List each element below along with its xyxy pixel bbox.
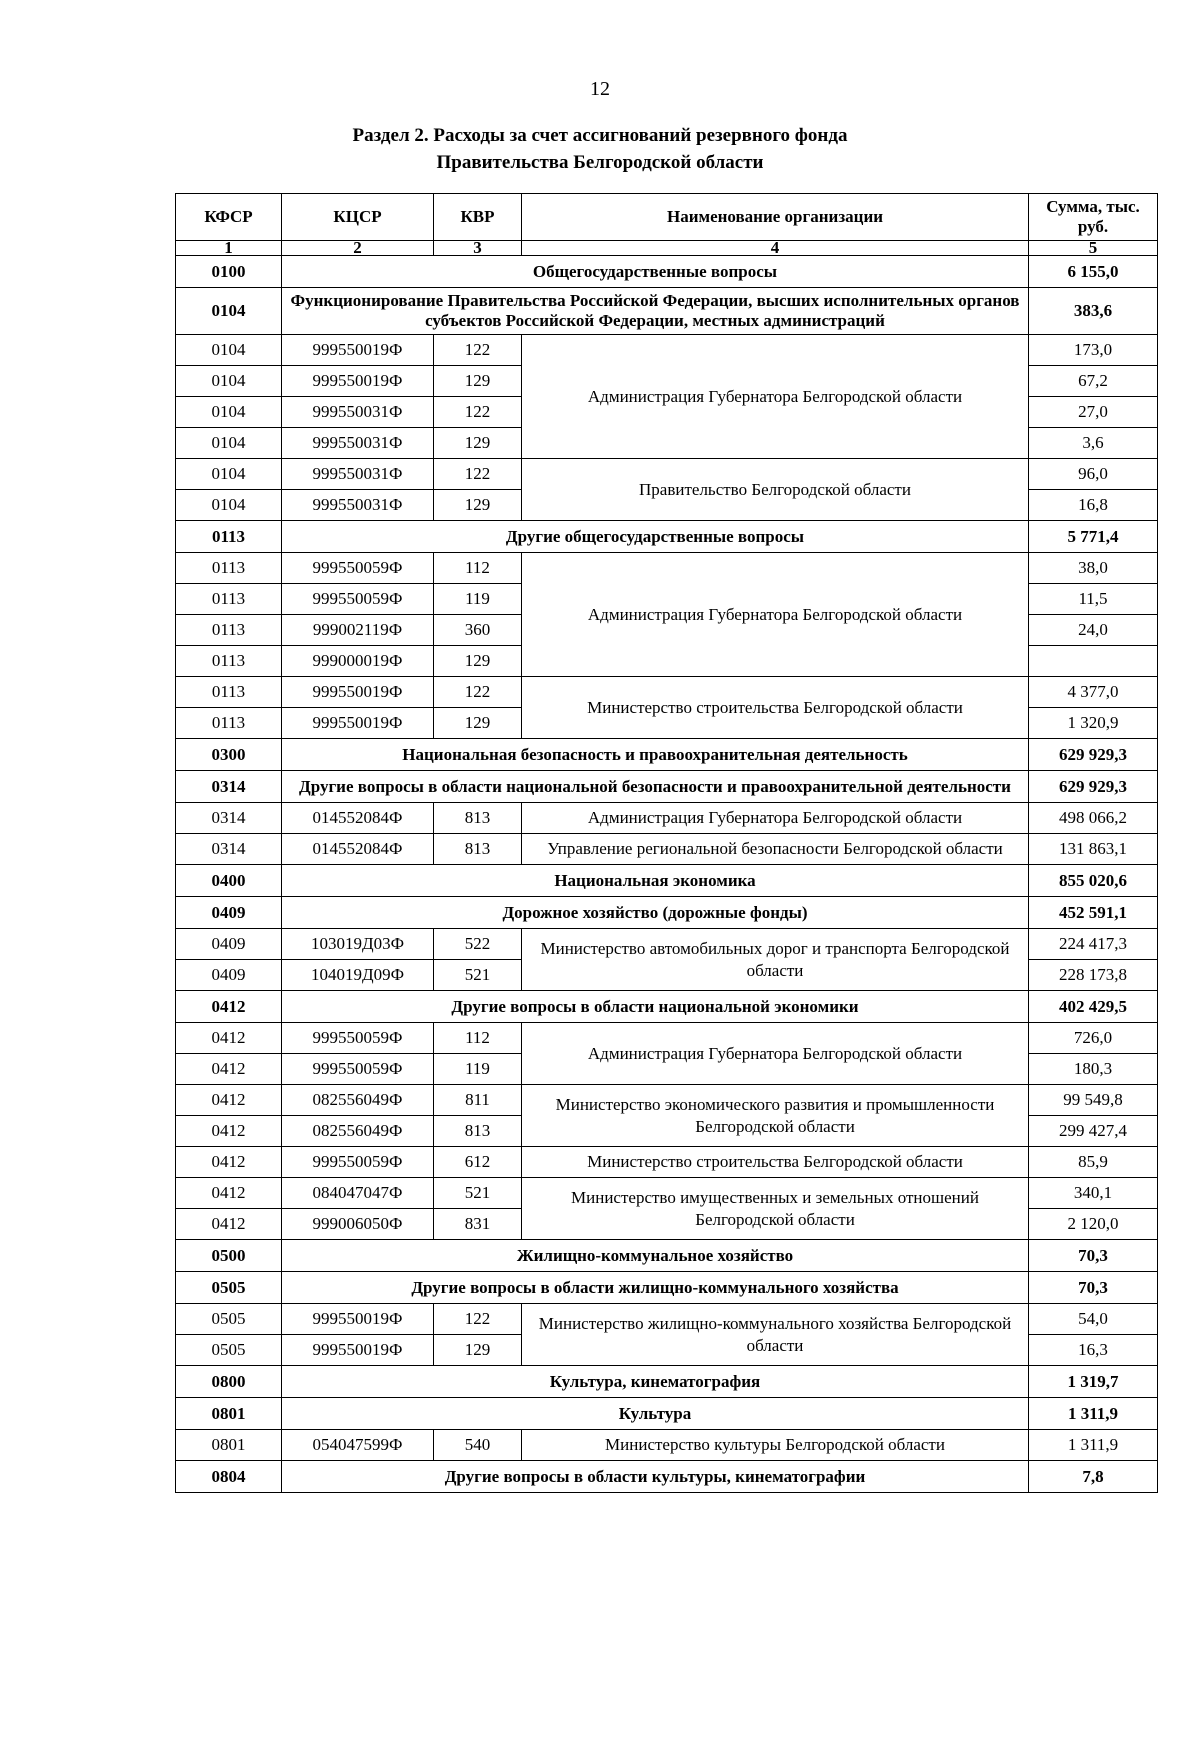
- kcsr-cell: 999000019Ф: [282, 646, 434, 677]
- sum-cell: 4 377,0: [1029, 677, 1158, 708]
- kfsr-cell: 0409: [176, 897, 282, 929]
- sum-cell: 27,0: [1029, 397, 1158, 428]
- kvr-cell: 521: [434, 960, 522, 991]
- kfsr-cell: 0409: [176, 960, 282, 991]
- kfsr-cell: 0113: [176, 521, 282, 553]
- kvr-cell: 360: [434, 615, 522, 646]
- kcsr-cell: 999550031Ф: [282, 397, 434, 428]
- table-row: [176, 1023, 1158, 1054]
- kcsr-cell: 999550031Ф: [282, 428, 434, 459]
- kcsr-cell: 103019Д03Ф: [282, 929, 434, 960]
- kfsr-cell: 0314: [176, 803, 282, 834]
- table-row: [176, 803, 1158, 834]
- sum-cell: 16,3: [1029, 1335, 1158, 1366]
- kcsr-cell: 054047599Ф: [282, 1430, 434, 1461]
- section-name-cell: Функционирование Правительства Российской Федерации, высших исполнительных органов субъектов Российской Федерации, местных администраций: [282, 288, 1029, 335]
- sum-cell: 24,0: [1029, 615, 1158, 646]
- kvr-cell: 522: [434, 929, 522, 960]
- section-name-cell: Другие вопросы в области национальной безопасности и правоохранительной деятельности: [282, 771, 1029, 803]
- org-name-cell: Управление региональной безопасности Белгородской области: [522, 834, 1029, 865]
- sum-cell: 629 929,3: [1029, 771, 1158, 803]
- kcsr-cell: 014552084Ф: [282, 803, 434, 834]
- org-name-cell: Администрация Губернатора Белгородской области: [522, 803, 1029, 834]
- kfsr-cell: 0412: [176, 1085, 282, 1116]
- expenses-table: [175, 193, 1158, 1493]
- kfsr-cell: 0113: [176, 646, 282, 677]
- section-row: [176, 739, 1158, 771]
- table-row: [176, 459, 1158, 490]
- kfsr-cell: 0412: [176, 991, 282, 1023]
- sum-cell: 180,3: [1029, 1054, 1158, 1085]
- section-title-line2: Правительства Белгородской области: [436, 152, 764, 173]
- section-row: [176, 1240, 1158, 1272]
- section-name-cell: Общегосударственные вопросы: [282, 256, 1029, 288]
- org-name-cell: Министерство строительства Белгородской области: [522, 1147, 1029, 1178]
- kfsr-cell: 0100: [176, 256, 282, 288]
- sum-cell: 6 155,0: [1029, 256, 1158, 288]
- section-name-cell: Другие вопросы в области культуры, кинематографии: [282, 1461, 1029, 1493]
- section-row: [176, 1461, 1158, 1493]
- sum-cell: 54,0: [1029, 1304, 1158, 1335]
- sum-cell: 228 173,8: [1029, 960, 1158, 991]
- sum-cell: 67,2: [1029, 366, 1158, 397]
- kcsr-cell: 999550059Ф: [282, 1147, 434, 1178]
- kvr-cell: 813: [434, 803, 522, 834]
- table-row: [176, 929, 1158, 960]
- kcsr-cell: 999550031Ф: [282, 459, 434, 490]
- org-name-cell: Министерство культуры Белгородской области: [522, 1430, 1029, 1461]
- kcsr-cell: 082556049Ф: [282, 1085, 434, 1116]
- table-row: [176, 553, 1158, 584]
- kfsr-cell: 0104: [176, 335, 282, 366]
- section-name-cell: Жилищно-коммунальное хозяйство: [282, 1240, 1029, 1272]
- section-name-cell: Другие вопросы в области национальной экономики: [282, 991, 1029, 1023]
- kvr-cell: 122: [434, 397, 522, 428]
- sum-cell: 5 771,4: [1029, 521, 1158, 553]
- org-name-cell: Министерство имущественных и земельных отношений Белгородской области: [522, 1178, 1029, 1240]
- kfsr-cell: 0801: [176, 1430, 282, 1461]
- sum-cell: 38,0: [1029, 553, 1158, 584]
- sum-cell: 1 320,9: [1029, 708, 1158, 739]
- kcsr-cell: 082556049Ф: [282, 1116, 434, 1147]
- header-row: [176, 194, 1158, 241]
- header-kcsr: КЦСР: [282, 194, 434, 241]
- column-number: 4: [522, 241, 1029, 256]
- sum-cell: 498 066,2: [1029, 803, 1158, 834]
- kvr-cell: 119: [434, 1054, 522, 1085]
- kcsr-cell: 999006050Ф: [282, 1209, 434, 1240]
- section-name-cell: Дорожное хозяйство (дорожные фонды): [282, 897, 1029, 929]
- org-name-cell: Министерство жилищно-коммунального хозяйства Белгородской области: [522, 1304, 1029, 1366]
- section-row: [176, 1366, 1158, 1398]
- kvr-cell: 813: [434, 834, 522, 865]
- org-name-cell: Министерство автомобильных дорог и транспорта Белгородской области: [522, 929, 1029, 991]
- kvr-cell: 122: [434, 335, 522, 366]
- kfsr-cell: 0314: [176, 771, 282, 803]
- header-kfsr: КФСР: [176, 194, 282, 241]
- page-number: 12: [590, 78, 610, 100]
- kfsr-cell: 0800: [176, 1366, 282, 1398]
- section-row: [176, 865, 1158, 897]
- kfsr-cell: 0801: [176, 1398, 282, 1430]
- kfsr-cell: 0104: [176, 366, 282, 397]
- kvr-cell: 521: [434, 1178, 522, 1209]
- sum-cell: 3,6: [1029, 428, 1158, 459]
- section-name-cell: Другие общегосударственные вопросы: [282, 521, 1029, 553]
- sum-cell: 855 020,6: [1029, 865, 1158, 897]
- sum-cell: 1 311,9: [1029, 1430, 1158, 1461]
- kfsr-cell: 0104: [176, 397, 282, 428]
- org-name-cell: Министерство строительства Белгородской области: [522, 677, 1029, 739]
- kfsr-cell: 0412: [176, 1209, 282, 1240]
- section-row: [176, 1272, 1158, 1304]
- kfsr-cell: 0113: [176, 584, 282, 615]
- kfsr-cell: 0505: [176, 1304, 282, 1335]
- kcsr-cell: 999550019Ф: [282, 1335, 434, 1366]
- header-org-name: Наименование организации: [522, 194, 1029, 241]
- table-row: [176, 834, 1158, 865]
- kfsr-cell: 0104: [176, 490, 282, 521]
- kcsr-cell: 999550019Ф: [282, 1304, 434, 1335]
- kvr-cell: 129: [434, 646, 522, 677]
- kcsr-cell: 999002119Ф: [282, 615, 434, 646]
- sum-cell: 1 311,9: [1029, 1398, 1158, 1430]
- kcsr-cell: 014552084Ф: [282, 834, 434, 865]
- section-row: [176, 256, 1158, 288]
- kcsr-cell: 999550019Ф: [282, 335, 434, 366]
- kvr-cell: 122: [434, 1304, 522, 1335]
- section-name-cell: Другие вопросы в области жилищно-коммунального хозяйства: [282, 1272, 1029, 1304]
- kfsr-cell: 0113: [176, 677, 282, 708]
- table-row: [176, 335, 1158, 366]
- table-row: [176, 1147, 1158, 1178]
- column-number: 1: [176, 241, 282, 256]
- column-number: 5: [1029, 241, 1158, 256]
- sum-cell: 16,8: [1029, 490, 1158, 521]
- sum-cell: 85,9: [1029, 1147, 1158, 1178]
- section-row: [176, 991, 1158, 1023]
- table-row: [176, 1085, 1158, 1116]
- org-name-cell: Министерство экономического развития и промышленности Белгородской области: [522, 1085, 1029, 1147]
- kvr-cell: 129: [434, 490, 522, 521]
- kcsr-cell: 104019Д09Ф: [282, 960, 434, 991]
- kfsr-cell: 0412: [176, 1147, 282, 1178]
- section-row: [176, 521, 1158, 553]
- kvr-cell: 129: [434, 708, 522, 739]
- section-row: [176, 771, 1158, 803]
- table-body: [176, 256, 1158, 1493]
- section-row: [176, 1398, 1158, 1430]
- kfsr-cell: 0804: [176, 1461, 282, 1493]
- section-name-cell: Национальная безопасность и правоохранительная деятельность: [282, 739, 1029, 771]
- sum-cell: 99 549,8: [1029, 1085, 1158, 1116]
- kfsr-cell: 0314: [176, 834, 282, 865]
- kfsr-cell: 0412: [176, 1054, 282, 1085]
- kvr-cell: 813: [434, 1116, 522, 1147]
- kvr-cell: 119: [434, 584, 522, 615]
- sum-cell: 70,3: [1029, 1240, 1158, 1272]
- sum-cell: 629 929,3: [1029, 739, 1158, 771]
- org-name-cell: Администрация Губернатора Белгородской области: [522, 553, 1029, 677]
- table-row: [176, 1178, 1158, 1209]
- kfsr-cell: 0104: [176, 288, 282, 335]
- kfsr-cell: 0409: [176, 929, 282, 960]
- kcsr-cell: 999550019Ф: [282, 366, 434, 397]
- org-name-cell: Администрация Губернатора Белгородской области: [522, 1023, 1029, 1085]
- column-number: 3: [434, 241, 522, 256]
- sum-cell: 2 120,0: [1029, 1209, 1158, 1240]
- header-kvr: КВР: [434, 194, 522, 241]
- section-row: [176, 288, 1158, 335]
- section-name-cell: Культура: [282, 1398, 1029, 1430]
- kcsr-cell: 999550019Ф: [282, 677, 434, 708]
- table-row: [176, 1430, 1158, 1461]
- table-row: [176, 677, 1158, 708]
- org-name-cell: Администрация Губернатора Белгородской области: [522, 335, 1029, 459]
- header-sum: Сумма, тыс. руб.: [1029, 194, 1158, 241]
- kfsr-cell: 0505: [176, 1335, 282, 1366]
- kcsr-cell: 999550059Ф: [282, 1054, 434, 1085]
- kfsr-cell: 0104: [176, 428, 282, 459]
- kvr-cell: 112: [434, 1023, 522, 1054]
- kvr-cell: 129: [434, 428, 522, 459]
- sum-cell: 402 429,5: [1029, 991, 1158, 1023]
- kvr-cell: 112: [434, 553, 522, 584]
- org-name-cell: Правительство Белгородской области: [522, 459, 1029, 521]
- sum-cell: 224 417,3: [1029, 929, 1158, 960]
- kcsr-cell: 999550019Ф: [282, 708, 434, 739]
- section-row: [176, 897, 1158, 929]
- sum-cell: 7,8: [1029, 1461, 1158, 1493]
- column-number-row: [176, 241, 1158, 256]
- kfsr-cell: 0505: [176, 1272, 282, 1304]
- kcsr-cell: 999550059Ф: [282, 553, 434, 584]
- column-number: 2: [282, 241, 434, 256]
- kfsr-cell: 0412: [176, 1178, 282, 1209]
- kvr-cell: 811: [434, 1085, 522, 1116]
- kcsr-cell: 084047047Ф: [282, 1178, 434, 1209]
- sum-cell: 173,0: [1029, 335, 1158, 366]
- sum-cell: [1029, 646, 1158, 677]
- sum-cell: 383,6: [1029, 288, 1158, 335]
- kfsr-cell: 0113: [176, 708, 282, 739]
- kvr-cell: 129: [434, 366, 522, 397]
- kvr-cell: 612: [434, 1147, 522, 1178]
- sum-cell: 340,1: [1029, 1178, 1158, 1209]
- section-title-line1: Раздел 2. Расходы за счет ассигнований резервного фонда: [352, 125, 848, 146]
- kfsr-cell: 0113: [176, 615, 282, 646]
- kfsr-cell: 0400: [176, 865, 282, 897]
- kcsr-cell: 999550059Ф: [282, 1023, 434, 1054]
- sum-cell: 11,5: [1029, 584, 1158, 615]
- sum-cell: 131 863,1: [1029, 834, 1158, 865]
- kvr-cell: 540: [434, 1430, 522, 1461]
- table-row: [176, 1304, 1158, 1335]
- section-title: [0, 122, 1200, 176]
- kvr-cell: 831: [434, 1209, 522, 1240]
- kfsr-cell: 0500: [176, 1240, 282, 1272]
- sum-cell: 96,0: [1029, 459, 1158, 490]
- kfsr-cell: 0412: [176, 1023, 282, 1054]
- kvr-cell: 129: [434, 1335, 522, 1366]
- kfsr-cell: 0412: [176, 1116, 282, 1147]
- sum-cell: 726,0: [1029, 1023, 1158, 1054]
- kvr-cell: 122: [434, 459, 522, 490]
- sum-cell: 1 319,7: [1029, 1366, 1158, 1398]
- section-name-cell: Культура, кинематография: [282, 1366, 1029, 1398]
- sum-cell: 452 591,1: [1029, 897, 1158, 929]
- kfsr-cell: 0104: [176, 459, 282, 490]
- sum-cell: 70,3: [1029, 1272, 1158, 1304]
- section-name-cell: Национальная экономика: [282, 865, 1029, 897]
- sum-cell: 299 427,4: [1029, 1116, 1158, 1147]
- kcsr-cell: 999550031Ф: [282, 490, 434, 521]
- kcsr-cell: 999550059Ф: [282, 584, 434, 615]
- kfsr-cell: 0300: [176, 739, 282, 771]
- kfsr-cell: 0113: [176, 553, 282, 584]
- kvr-cell: 122: [434, 677, 522, 708]
